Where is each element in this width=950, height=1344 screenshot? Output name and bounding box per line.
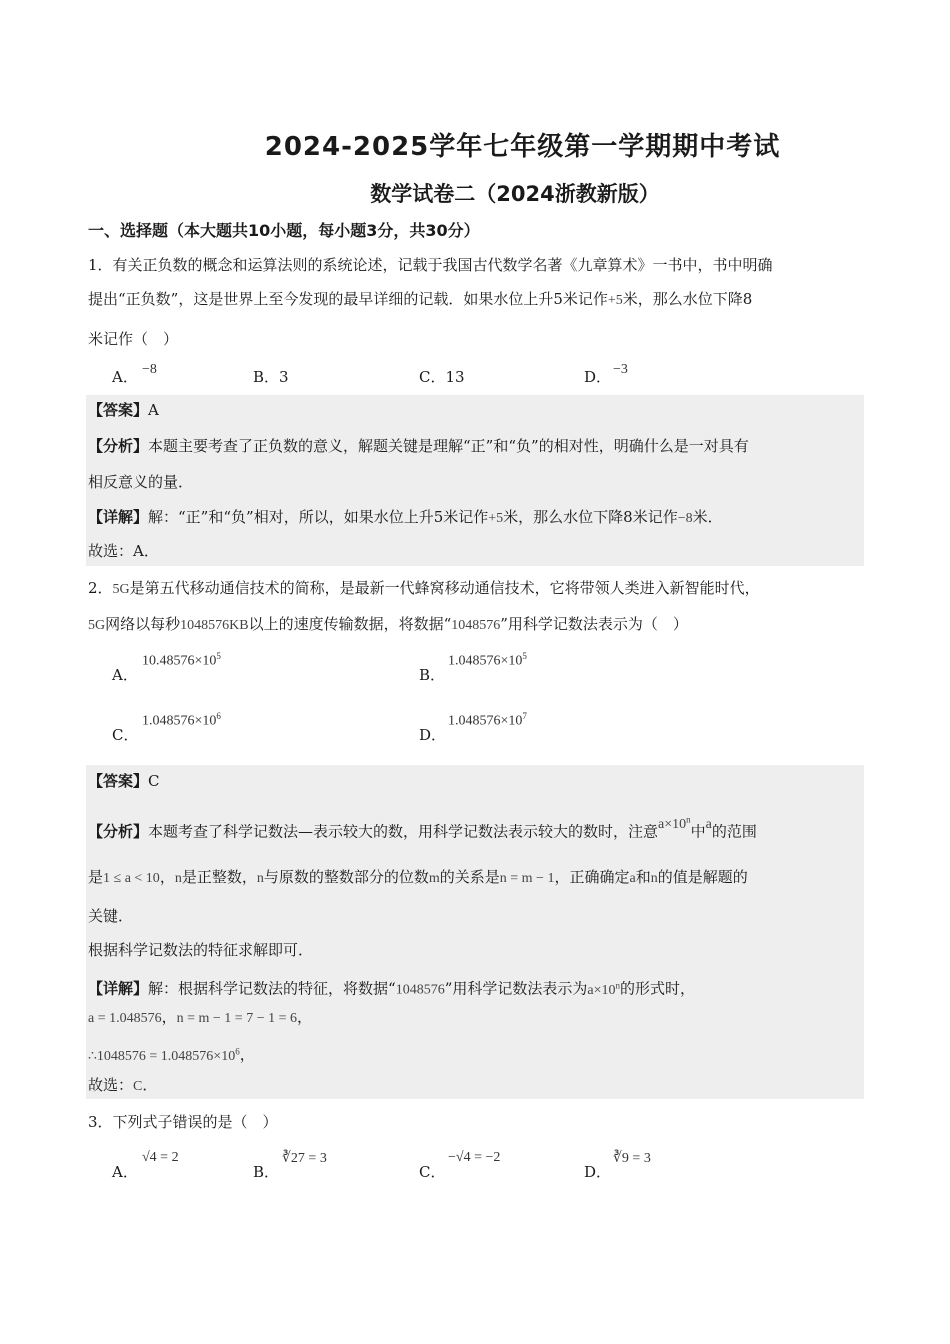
- q1-solution-box: [86, 395, 864, 566]
- analysis-text: 本题主要考查了正负数的意义，解题关键是理解“正”和“负”的相对性，明确什么是一对具有: [148, 437, 749, 455]
- answer-tag: 【答案】: [88, 772, 149, 790]
- analysis-math: n: [256, 871, 264, 886]
- analysis-text: 是正整数，: [181, 868, 257, 886]
- detail-text: 米，那么水位下降8米记作: [503, 508, 678, 526]
- q2-analysis-3: 关键．: [88, 907, 134, 925]
- analysis-text: 中: [690, 822, 706, 841]
- math-exp: 7: [522, 711, 527, 721]
- analysis-math: n: [174, 871, 182, 886]
- detail-text: ，: [239, 1045, 255, 1064]
- detail-tag: 【详解】: [88, 979, 149, 998]
- detail-text: 解：“正”和“负”相对，所以，如果水位上升5米记作: [148, 508, 489, 526]
- q2-option-b-label: B．: [419, 666, 446, 684]
- answer-tag: 【答案】: [88, 401, 149, 419]
- q1-line-3: 米记作（ ）: [88, 330, 179, 348]
- answer-value: C: [148, 772, 160, 790]
- math-base: 1.048576×10: [448, 713, 523, 729]
- q2-option-a-value: [142, 651, 221, 670]
- analysis-text: ，正确确定: [554, 868, 630, 886]
- q3-option-d-label: D．: [584, 1163, 612, 1181]
- q2-line-2: [88, 614, 688, 636]
- q1-line-1: 1．有关正负数的概念和运算法则的系统论述，记载于我国古代数学名著《九章算术》一书中，书中明确: [88, 256, 773, 274]
- analysis-text: 的值是解题的: [657, 868, 748, 886]
- q1-option-d: [584, 366, 611, 387]
- answer-value: A: [148, 401, 159, 419]
- analysis-math: n: [650, 871, 658, 886]
- math-base: 1.048576×10: [142, 713, 217, 729]
- math-base: ∴1048576 = 1.048576×10: [88, 1048, 236, 1064]
- choose-text: 故选：: [88, 1076, 134, 1094]
- analysis-tag: 【分析】: [88, 822, 149, 841]
- detail-math: 1048576: [395, 982, 445, 998]
- detail-text: ，: [297, 1008, 313, 1026]
- q1-line-2a: 提出“正负数”，这是世界上至今发现的最早详细的记载．如果水位上升5米记作: [88, 290, 608, 308]
- detail-math: [88, 1046, 240, 1064]
- math-exp: 6: [216, 711, 221, 721]
- q2-detail-3: [88, 1041, 255, 1067]
- detail-math: n = m − 1 = 7 − 1 = 6: [176, 1011, 297, 1026]
- q2-math: 1048576: [451, 618, 501, 633]
- q2-analysis-2: [88, 867, 748, 889]
- option-label: D．: [584, 368, 612, 386]
- analysis-math: m: [428, 871, 440, 886]
- detail-math: −8: [677, 511, 693, 526]
- analysis-math: [658, 814, 691, 832]
- math-exp: 6: [235, 1046, 240, 1056]
- q2-answer: [88, 771, 160, 791]
- q2-line-1: [88, 578, 760, 600]
- q2-text: 网络以每秒: [105, 615, 181, 633]
- q1-analysis-2: 相反意义的量．: [88, 473, 194, 491]
- analysis-math: n = m − 1: [499, 871, 555, 886]
- q2-text: 是第五代移动通信技术的简称，是最新一代蜂窝移动通信技术，它将带领人类进入新智能时代，: [129, 579, 760, 597]
- q1-answer: [88, 400, 159, 420]
- q1-choose: 故选：A．: [88, 542, 159, 560]
- q1-analysis-1: [88, 436, 749, 456]
- q2-option-c-value: [142, 711, 221, 730]
- option-label: C．: [419, 368, 446, 386]
- option-value: 3: [279, 368, 289, 386]
- analysis-text: 的范围: [711, 822, 757, 841]
- math-exp: n: [686, 814, 691, 824]
- math-base: 1.048576×10: [448, 653, 523, 669]
- analysis-text: 和: [635, 868, 651, 886]
- q3-option-b-value: ∛27 = 3: [282, 1151, 327, 1166]
- q2-choose: [88, 1075, 157, 1097]
- detail-text: ，: [161, 1008, 177, 1026]
- q2-math: 5G: [112, 582, 130, 597]
- option-label: B．: [253, 368, 280, 386]
- q2-detail-1: [88, 975, 695, 1001]
- q1-line-2b: 米，那么水位下降8: [622, 290, 753, 308]
- analysis-text: 的关系是: [439, 868, 500, 886]
- exam-title: 2024-2025学年七年级第一学期期中考试: [264, 132, 781, 162]
- math-exp: 5: [216, 651, 221, 661]
- q2-math: 5G: [88, 618, 106, 633]
- q1-detail: [88, 507, 723, 529]
- q2-analysis-1: [88, 814, 757, 844]
- q3-option-a-value: √4 = 2: [142, 1150, 179, 1165]
- q2-text: 以上的速度传输数据，将数据“: [248, 615, 452, 633]
- detail-text: ”用科学记数法表示为: [444, 979, 588, 998]
- choose-math: C: [133, 1079, 143, 1094]
- math-base: a×10: [587, 982, 616, 998]
- exam-subtitle: 数学试卷二（2024浙教新版）: [370, 182, 660, 206]
- q1-option-c: [419, 366, 465, 387]
- analysis-tag: 【分析】: [88, 437, 149, 455]
- detail-text: 的形式时，: [619, 979, 695, 998]
- q2-math: 1048576KB: [180, 618, 249, 633]
- detail-text: 解：根据科学记数法的特征，将数据“: [148, 979, 396, 998]
- question-number: 2．: [88, 579, 113, 597]
- math-base: 10.48576×10: [142, 653, 217, 669]
- q3-option-d-value: ∛9 = 3: [613, 1151, 651, 1166]
- math-exp: n: [615, 980, 620, 990]
- q1-line-2: [88, 289, 752, 311]
- q2-option-a-label: A．: [112, 666, 138, 684]
- analysis-text: 与原数的整数部分的位数: [263, 868, 429, 886]
- q2-option-d-value: [448, 711, 527, 730]
- option-value: 13: [445, 368, 465, 386]
- analysis-text: 本题考查了科学记数法—表示较大的数，用科学记数法表示较大的数时，注意: [148, 822, 659, 841]
- analysis-math: 1 ≤ a < 10: [103, 871, 160, 886]
- q2-option-d-label: D．: [419, 726, 447, 744]
- option-label: A．: [112, 368, 138, 386]
- choose-text: ．: [142, 1076, 158, 1094]
- q2-detail-2: [88, 1007, 312, 1029]
- q3-line-1: 3．下列式子错误的是（ ）: [88, 1113, 278, 1131]
- q3-option-b-label: B．: [253, 1163, 280, 1181]
- q2-analysis-4: 根据科学记数法的特征求解即可．: [88, 941, 314, 959]
- analysis-text: 是: [88, 868, 104, 886]
- q2-option-c-label: C．: [112, 726, 139, 744]
- q3-option-c-label: C．: [419, 1163, 446, 1181]
- q1-option-a-value: −8: [142, 362, 157, 377]
- q1-option-d-value: −3: [613, 362, 628, 377]
- detail-tag: 【详解】: [88, 508, 149, 526]
- analysis-text: ，: [159, 868, 175, 886]
- detail-math: +5: [488, 511, 504, 526]
- q2-option-b-value: [448, 651, 527, 670]
- q3-option-c-value: −√4 = −2: [448, 1150, 501, 1165]
- q1-option-b: [253, 366, 289, 387]
- q2-text: ”用科学记数法表示为（ ）: [500, 615, 688, 633]
- detail-text: 米．: [692, 508, 723, 526]
- detail-math: [587, 980, 620, 998]
- analysis-math: a: [705, 816, 712, 832]
- q1-line-2-math: +5: [607, 293, 623, 308]
- q1-option-a: [112, 366, 138, 387]
- math-base: a×10: [658, 816, 687, 832]
- detail-math: a = 1.048576: [88, 1011, 162, 1026]
- analysis-math: a: [629, 871, 636, 886]
- math-exp: 5: [522, 651, 527, 661]
- q3-option-a-label: A．: [112, 1163, 138, 1181]
- section-heading: 一、选择题（本大题共10小题，每小题3分，共30分）: [88, 221, 480, 240]
